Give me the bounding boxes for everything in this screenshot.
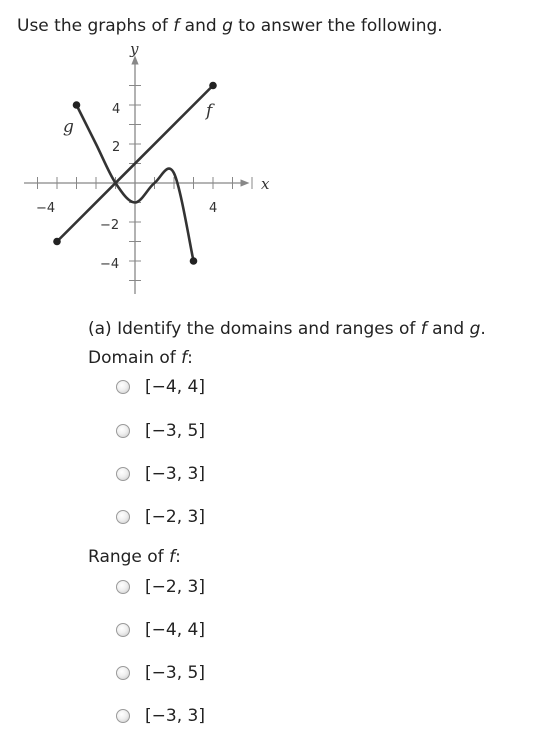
- radio-button[interactable]: [116, 510, 130, 524]
- y-tick-label-neg4: −4: [100, 257, 120, 272]
- radio-button[interactable]: [116, 666, 130, 680]
- radio-button[interactable]: [116, 623, 130, 637]
- g-end-point: [190, 257, 198, 265]
- x-tick-label-4: 4: [209, 201, 218, 216]
- x-tick-label-neg4: −4: [36, 201, 56, 216]
- range-option-4[interactable]: [−3, 3]: [116, 706, 205, 726]
- y-axis-label: y: [130, 40, 139, 58]
- g-var: g: [222, 16, 233, 36]
- f-start-point: [53, 238, 61, 246]
- y-tick-label-neg2: −2: [100, 218, 120, 233]
- range-option-1[interactable]: [−2, 3]: [116, 577, 205, 597]
- range-option-2[interactable]: [−4, 4]: [116, 620, 205, 640]
- function-graph: [20, 40, 275, 300]
- range-option-3[interactable]: [−3, 5]: [116, 663, 205, 683]
- domain-option-2[interactable]: [−3, 5]: [116, 421, 205, 441]
- question-a: (a) Identify the domains and ranges of f and g.: [88, 319, 486, 339]
- radio-button[interactable]: [116, 580, 130, 594]
- range-of-f-label: Range of f:: [88, 547, 181, 567]
- f-end-point: [209, 82, 217, 90]
- domain-of-f-label: Domain of f:: [88, 348, 193, 368]
- y-tick-label-2: 2: [112, 140, 121, 155]
- x-axis-label: x: [261, 175, 270, 193]
- domain-option-3[interactable]: [−3, 3]: [116, 464, 205, 484]
- radio-button[interactable]: [116, 709, 130, 723]
- radio-button[interactable]: [116, 424, 130, 438]
- f-curve-label: f: [206, 101, 213, 121]
- prompt-text: Use the graphs of f and g to answer the following.: [17, 16, 443, 36]
- f-var: f: [173, 16, 180, 36]
- y-tick-label-4: 4: [112, 102, 121, 117]
- radio-button[interactable]: [116, 467, 130, 481]
- g-curve-label: g: [63, 117, 74, 137]
- domain-option-4[interactable]: [−2, 3]: [116, 507, 205, 527]
- radio-button[interactable]: [116, 380, 130, 394]
- domain-option-1[interactable]: [−4, 4]: [116, 377, 205, 397]
- g-start-point: [73, 101, 81, 109]
